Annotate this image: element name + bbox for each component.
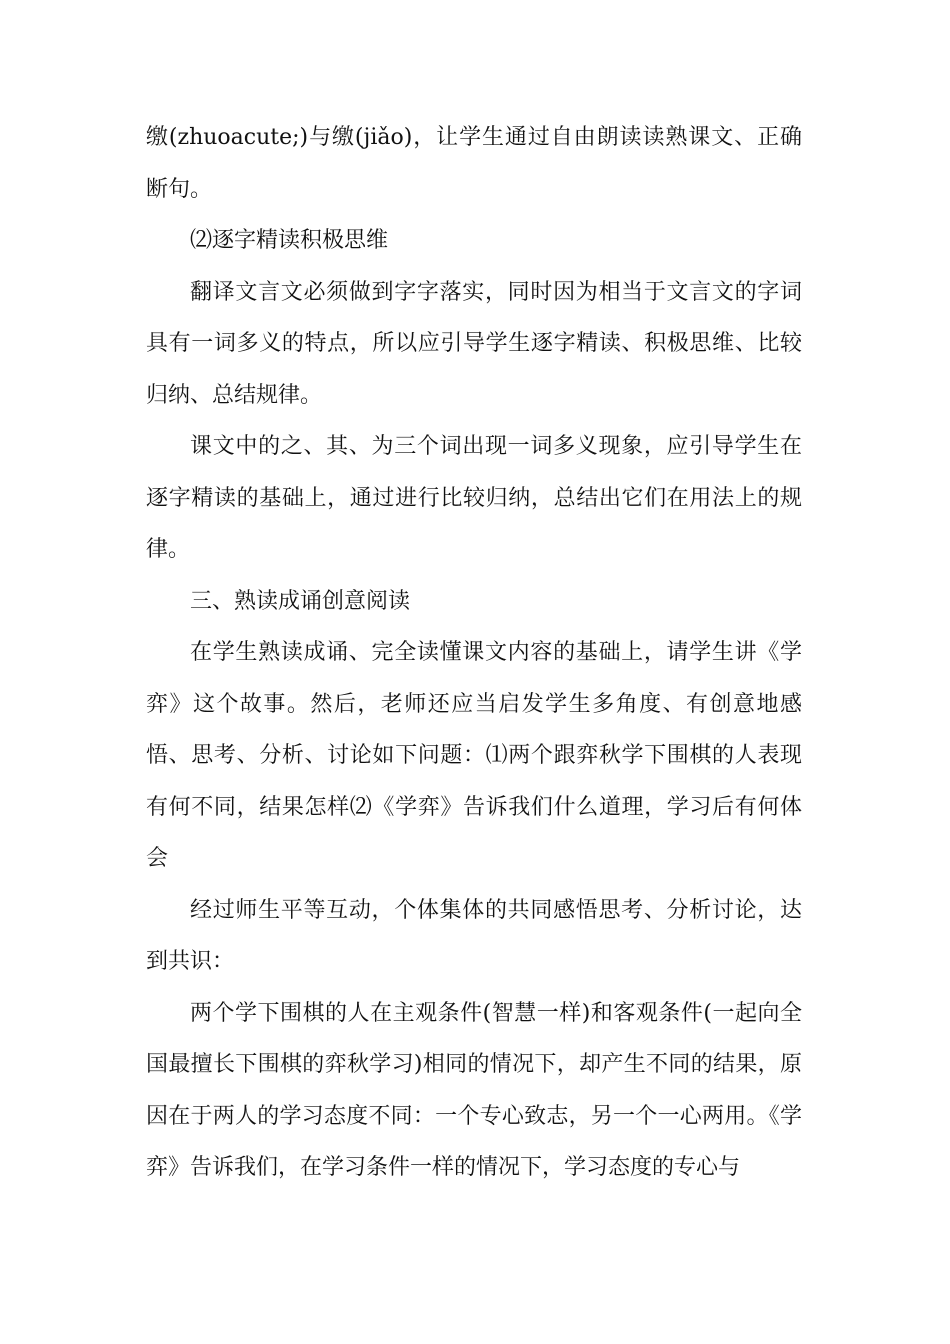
paragraph-conclusion: 两个学下围棋的人在主观条件(智慧一样)和客观条件(一起向全国最擅长下围棋的弈秋学习)相同的情况下，却产生不同的结果，原因在于两人的学习态度不同：一个专心致志，另一个一心两用。《学弈》告诉我们，在学习条件一样的情况下，学习态度的专心与 bbox=[146, 1000, 802, 1180]
paragraph-creative-reading: 在学生熟读成诵、完全读懂课文内容的基础上，请学生讲《学弈》这个故事。然后，老师还应当启发学生多角度、有创意地感悟、思考、分析、讨论如下问题：⑴两个跟弈秋学下围棋的人表现有何不同，结果怎样⑵《学弈》告诉我们什么道理，学习后有何体会 bbox=[146, 640, 802, 871]
heading-close-reading: ⑵逐字精读积极思维 bbox=[190, 228, 389, 253]
heading-section-three: 三、熟读成诵创意阅读 bbox=[190, 588, 411, 614]
paragraph-pronunciation-note: 缴(zhuoacute;)与缴(jiǎo)，让学生通过自由朗读读熟课文、正确断句。 bbox=[146, 125, 802, 202]
paragraph-translation-method: 翻译文言文必须做到字字落实，同时因为相当于文言文的字词具有一词多义的特点，所以应引导学生逐字精读、积极思维、比较归纳、总结规律。 bbox=[146, 279, 802, 408]
paragraph-consensus: 经过师生平等互动，个体集体的共同感悟思考、分析讨论，达到共识： bbox=[146, 897, 802, 974]
document-body bbox=[146, 112, 802, 1194]
paragraph-polysemy: 课文中的之、其、为三个词出现一词多义现象，应引导学生在逐字精读的基础上，通过进行比较归纳，总结出它们在用法上的规律。 bbox=[146, 434, 802, 562]
